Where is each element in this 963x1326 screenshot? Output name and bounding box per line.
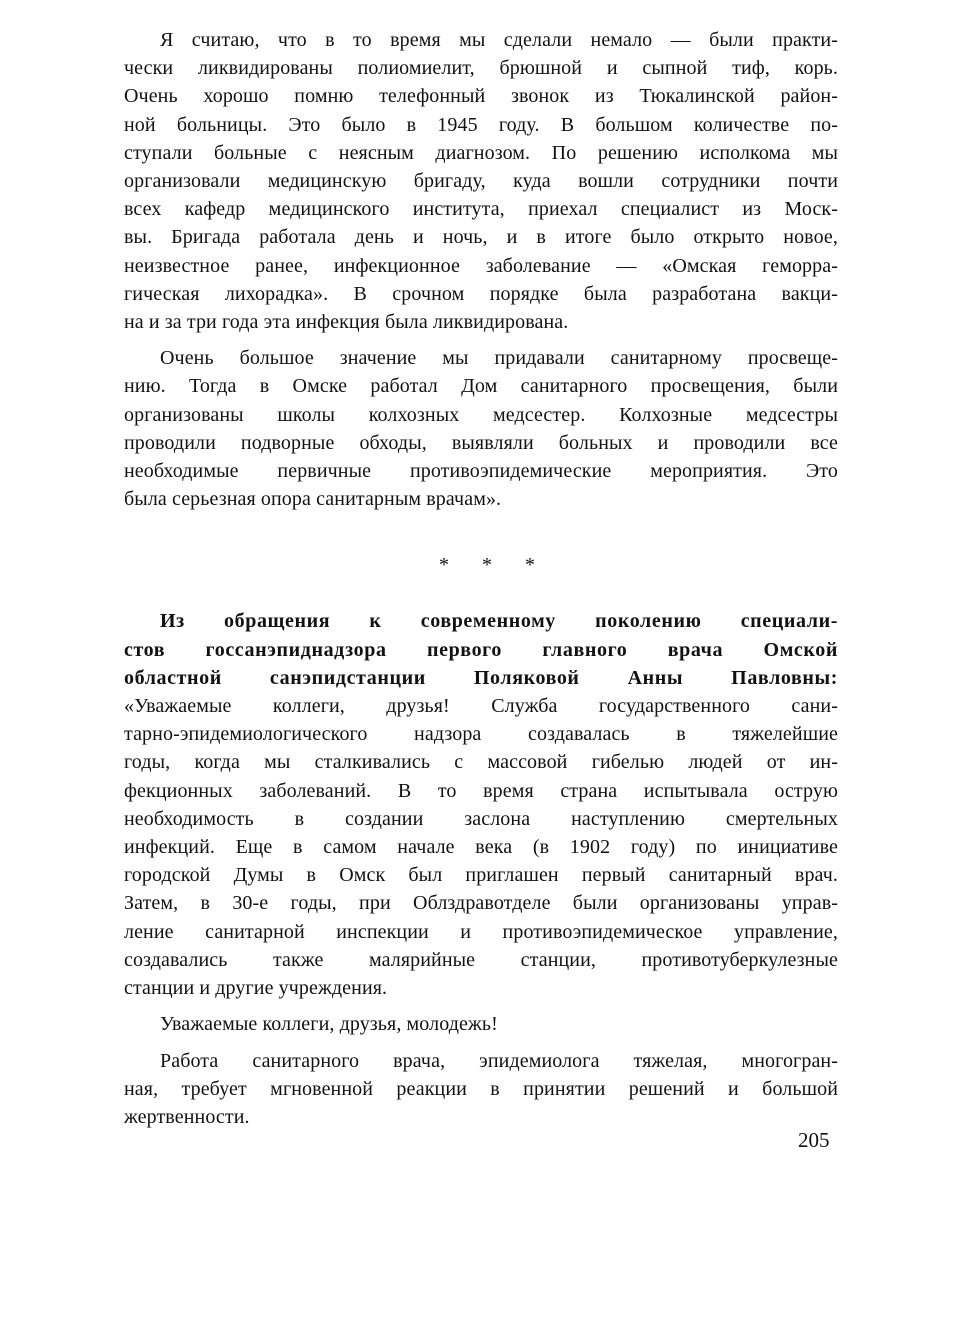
page-number: 205 xyxy=(798,1128,830,1152)
text-line: нию. Тогда в Омске работал Дом санитарного просвещения, были xyxy=(124,375,838,398)
text-line: создавались также малярийные станции, противотуберкулезные xyxy=(124,948,838,971)
text-line: организованы школы колхозных медсестер. Колхозные медсестры xyxy=(124,403,838,426)
text-line: необходимость в создании заслона наступлению смертельных xyxy=(124,807,838,830)
text-line: ная, требует мгновенной реакции в принятии решений и большой xyxy=(124,1077,838,1100)
text-line: гическая лихорадка». В срочном порядке была разработана вакци- xyxy=(124,282,838,305)
paragraph-2 xyxy=(124,344,838,513)
page-body xyxy=(124,26,838,1131)
text-line: ступали больные с неясным диагнозом. По решению исполкома мы xyxy=(124,141,838,164)
text-line: ление санитарной инспекции и противоэпидемическое управление, xyxy=(124,920,838,943)
paragraph-1 xyxy=(124,26,838,336)
greeting-paragraph xyxy=(124,1010,838,1038)
text-line: Работа санитарного врача, эпидемиолога тяжелая, многогран- xyxy=(160,1049,838,1072)
text-line: неизвестное ранее, инфекционное заболевание — «Омская геморра- xyxy=(124,254,838,277)
closing-paragraph xyxy=(124,1047,838,1132)
text-line: жертвенности. xyxy=(124,1105,250,1128)
text-line: тарно-эпидемиологического надзора создавалась в тяжелейшие xyxy=(124,723,838,746)
text-line: Очень большое значение мы придавали санитарному просвеще- xyxy=(160,347,838,370)
section-separator: * * * xyxy=(439,554,549,577)
section-heading-line: областной санэпидстанции Поляковой Анны Павловны: xyxy=(124,666,838,689)
text-line: фекционных заболеваний. В то время страна испытывала острую xyxy=(124,779,838,802)
section-heading-line: Из обращения к современному поколению специали- xyxy=(160,610,838,633)
text-line: организовали медицинскую бригаду, куда вошли сотрудники почти xyxy=(124,170,838,193)
text-line: ной больницы. Это было в 1945 году. В большом количестве по- xyxy=(124,113,838,136)
section-heading-line: стов госсанэпиднадзора первого главного врача Омской xyxy=(124,638,838,661)
section-body xyxy=(124,607,838,1002)
text-line: годы, когда мы сталкивались с массовой гибелью людей от ин- xyxy=(124,751,838,774)
greeting-line: Уважаемые коллеги, друзья, молодежь! xyxy=(160,1013,498,1036)
text-line: чески ликвидированы полиомиелит, брюшной и сыпной тиф, корь. xyxy=(124,57,838,80)
text-line: вы. Бригада работала день и ночь, и в итоге было открыто новое, xyxy=(124,226,838,249)
text-line: на и за три года эта инфекция была ликвидирована. xyxy=(124,311,569,334)
text-line: «Уважаемые коллеги, друзья! Служба государственного сани- xyxy=(124,695,838,718)
text-line: Я считаю, что в то время мы сделали немало — были практи- xyxy=(160,29,838,51)
text-line: была серьезная опора санитарным врачам». xyxy=(124,488,502,511)
text-line: всех кафедр медицинского института, приехал специалист из Моск- xyxy=(124,198,838,221)
text-line: необходимые первичные противоэпидемические мероприятия. Это xyxy=(124,460,838,483)
text-line: инфекций. Еще в самом начале века (в 1902 году) по инициативе xyxy=(124,836,838,859)
text-line: станции и другие учреждения. xyxy=(124,977,388,1000)
text-line: Затем, в 30-е годы, при Облздравотделе были организованы управ- xyxy=(124,892,838,915)
text-line: проводили подворные обходы, выявляли больных и проводили все xyxy=(124,431,838,454)
text-line: городской Думы в Омск был приглашен первый санитарный врач. xyxy=(124,864,838,887)
text-line: Очень хорошо помню телефонный звонок из Тюкалинской район- xyxy=(124,85,838,108)
